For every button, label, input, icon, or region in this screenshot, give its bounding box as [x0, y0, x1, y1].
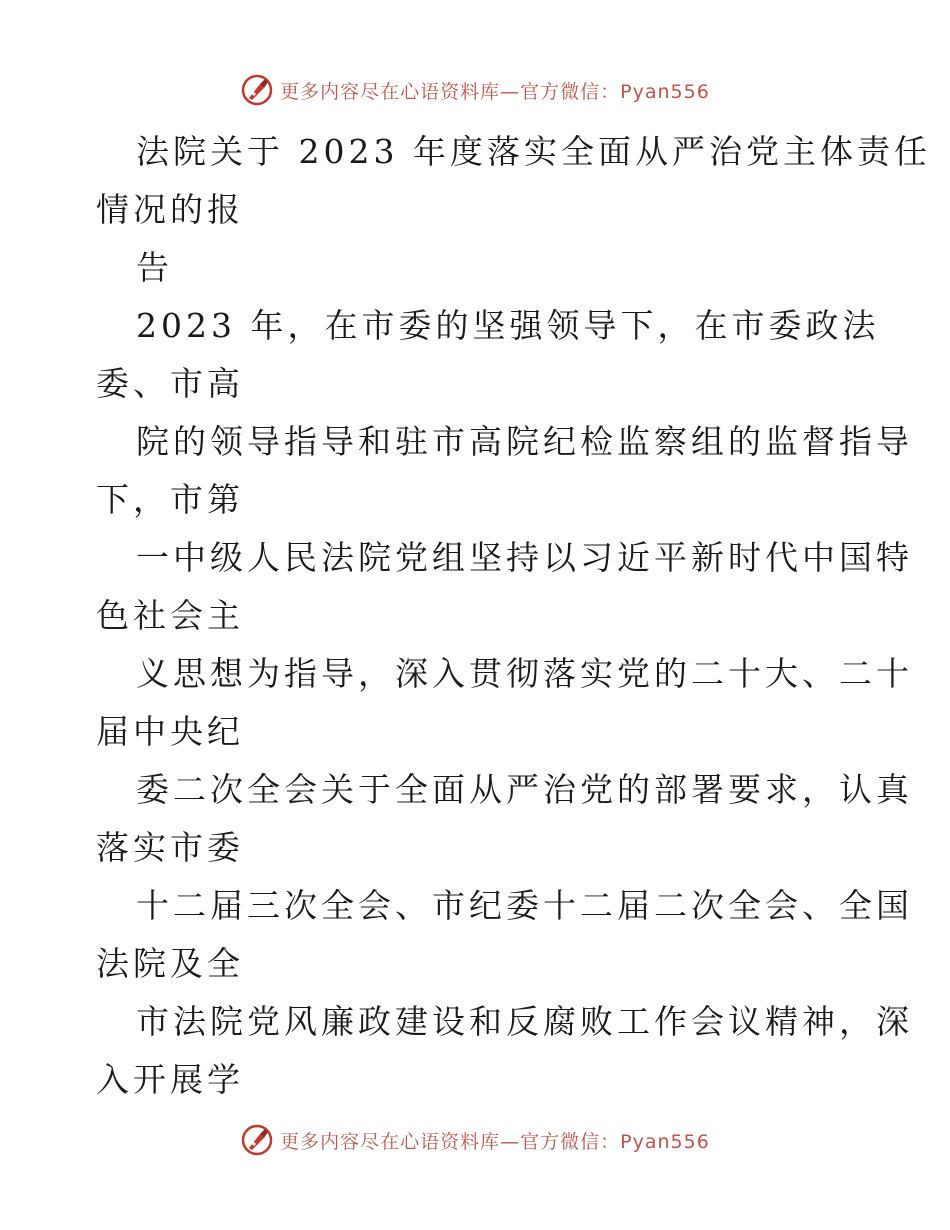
text-line: 色社会主 [96, 596, 244, 635]
pen-nib-logo-icon [240, 1123, 274, 1157]
banner-text: 更多内容尽在心语资料库—官方微信：Pyan556 [280, 80, 710, 103]
text-line: 市法院党风廉政建设和反腐败工作会议精神，深 [136, 1002, 913, 1041]
text-line: 委二次全会关于全面从严治党的部署要求，认真 [136, 770, 913, 809]
text-line: 义思想为指导，深入贯彻落实党的二十大、二十 [136, 654, 913, 693]
text-line: 法院及全 [96, 944, 244, 983]
text-line: 情况的报 [96, 190, 244, 229]
banner-text: 更多内容尽在心语资料库—官方微信：Pyan556 [280, 1130, 710, 1153]
text-line: 告 [136, 248, 173, 287]
footer-banner [0, 1120, 950, 1160]
text-line: 法院关于 2023 年度落实全面从严治党主体责任 [136, 132, 931, 171]
text-line: 落实市委 [96, 828, 244, 867]
text-line: 入开展学 [96, 1060, 244, 1099]
text-line: 十二届三次全会、市纪委十二届二次全会、全国 [136, 886, 913, 925]
text-line: 院的领导指导和驻市高院纪检监察组的监督指导 [136, 422, 913, 461]
text-line: 届中央纪 [96, 712, 244, 751]
pen-nib-logo-icon [240, 73, 274, 107]
text-line: 委、市高 [96, 364, 244, 403]
text-line: 一中级人民法院党组坚持以习近平新时代中国特 [136, 538, 913, 577]
text-line: 2023 年，在市委的坚强领导下，在市委政法 [136, 306, 880, 345]
header-banner [0, 70, 950, 110]
text-line: 下，市第 [96, 480, 244, 519]
